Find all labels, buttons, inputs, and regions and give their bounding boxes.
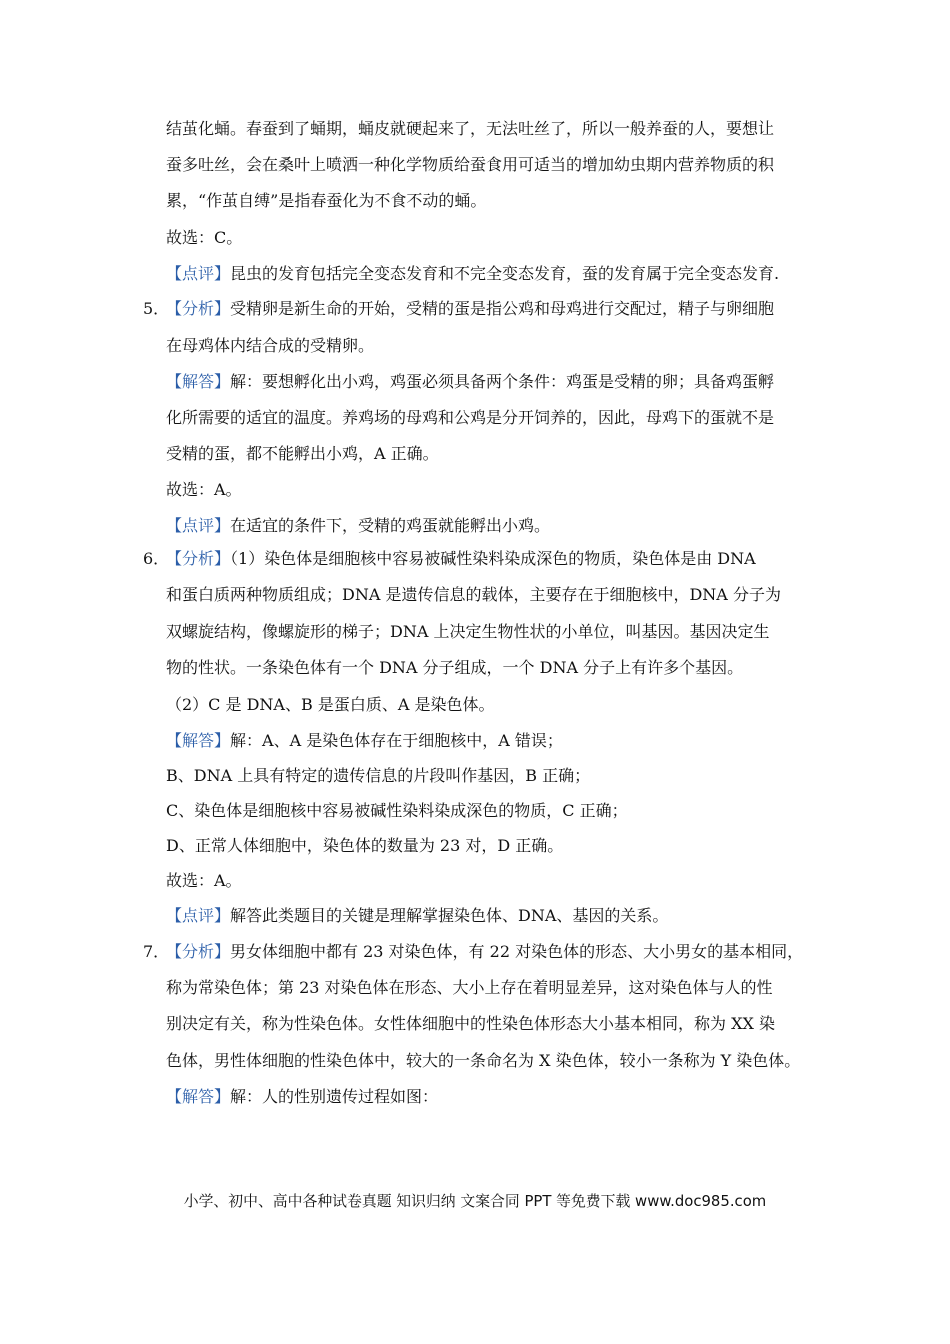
paragraph-line: 色体，男性体细胞的性染色体中，较大的一条命名为 X 染色体，较小一条称为 Y 染色体。 — [166, 1051, 801, 1070]
answer-line: 故选：C。 — [166, 228, 243, 247]
solution-tag: 【解答】 — [166, 1087, 231, 1106]
page-footer: 小学、初中、高中各种试卷真题 知识归纳 文案合同 PPT 等免费下载 www.doc985.com — [183, 1192, 767, 1210]
analysis-tag: 【分析】 — [166, 549, 231, 568]
solution-line — [166, 371, 774, 393]
paragraph-line: 累，“作茧自缚”是指春蚕化为不食不动的蛹。 — [166, 191, 487, 210]
answer-line: 故选：A。 — [166, 480, 242, 499]
question-number: 5． — [143, 299, 170, 318]
paragraph-line: 和蛋白质两种物质组成；DNA 是遗传信息的载体，主要存在于细胞核中，DNA 分子为 — [166, 585, 781, 604]
analysis-line — [166, 941, 803, 963]
analysis-text: 受精卵是新生命的开始，受精的蛋是指公鸡和母鸡进行交配过，精子与卵细胞 — [230, 299, 775, 318]
comment-line — [166, 905, 668, 927]
solution-text: 解：A、A 是染色体存在于细胞核中，A 错误； — [230, 731, 563, 750]
solution-line — [166, 730, 563, 752]
question-number: 7． — [143, 942, 170, 961]
solution-line — [166, 1086, 438, 1108]
paragraph-line: 化所需要的适宜的温度。养鸡场的母鸡和公鸡是分开饲养的，因此，母鸡下的蛋就不是 — [166, 408, 775, 427]
paragraph-line: 蚕多吐丝，会在桑叶上喷洒一种化学物质给蚕食用可适当的增加幼虫期内营养物质的积 — [166, 155, 775, 174]
analysis-line — [166, 548, 756, 570]
comment-text: 昆虫的发育包括完全变态发育和不完全变态发育，蚕的发育属于完全变态发育. — [230, 264, 780, 283]
analysis-tag: 【分析】 — [166, 299, 231, 318]
paragraph-line: 在母鸡体内结合成的受精卵。 — [166, 336, 375, 355]
comment-line — [166, 515, 550, 537]
paragraph-line: 受精的蛋，都不能孵出小鸡，A 正确。 — [166, 444, 439, 463]
paragraph-line: 物的性状。一条染色体有一个 DNA 分子组成，一个 DNA 分子上有许多个基因。 — [166, 658, 744, 677]
paragraph-line: 称为常染色体；第 23 对染色体在形态、大小上存在着明显差异，这对染色体与人的性 — [166, 978, 773, 997]
analysis-text: （1）染色体是细胞核中容易被碱性染料染成深色的物质，染色体是由 DNA — [230, 549, 756, 568]
comment-tag: 【点评】 — [166, 906, 231, 925]
comment-text: 解答此类题目的关键是理解掌握染色体、DNA、基因的关系。 — [230, 906, 669, 925]
comment-tag: 【点评】 — [166, 264, 231, 283]
comment-text: 在适宜的条件下，受精的鸡蛋就能孵出小鸡。 — [230, 516, 551, 535]
comment-tag: 【点评】 — [166, 516, 231, 535]
question-number: 6． — [143, 549, 170, 568]
paragraph-line: 结茧化蛹。春蚕到了蛹期，蛹皮就硬起来了，无法吐丝了，所以一般养蚕的人，要想让 — [166, 119, 775, 138]
solution-text: 解：人的性别遗传过程如图： — [230, 1087, 439, 1106]
paragraph-line: C、染色体是细胞核中容易被碱性染料染成深色的物质，C 正确； — [166, 801, 628, 820]
comment-line — [166, 263, 779, 285]
solution-tag: 【解答】 — [166, 372, 231, 391]
solution-text: 解：要想孵化出小鸡，鸡蛋必须具备两个条件：鸡蛋是受精的卵；具备鸡蛋孵 — [230, 372, 775, 391]
paragraph-line: 别决定有关，称为性染色体。女性体细胞中的性染色体形态大小基本相同，称为 XX 染 — [166, 1014, 775, 1033]
paragraph-line: （2）C 是 DNA、B 是蛋白质、A 是染色体。 — [166, 695, 495, 714]
analysis-text: 男女体细胞中都有 23 对染色体，有 22 对染色体的形态、大小男女的基本相同， — [230, 942, 804, 961]
analysis-tag: 【分析】 — [166, 942, 231, 961]
paragraph-line: B、DNA 上具有特定的遗传信息的片段叫作基因，B 正确； — [166, 766, 591, 785]
solution-tag: 【解答】 — [166, 731, 231, 750]
paragraph-line: 双螺旋结构，像螺旋形的梯子；DNA 上决定生物性状的小单位，叫基因。基因决定生 — [166, 622, 770, 641]
answer-line: 故选：A。 — [166, 871, 242, 890]
paragraph-line: D、正常人体细胞中，染色体的数量为 23 对，D 正确。 — [166, 836, 564, 855]
analysis-line — [166, 298, 774, 320]
